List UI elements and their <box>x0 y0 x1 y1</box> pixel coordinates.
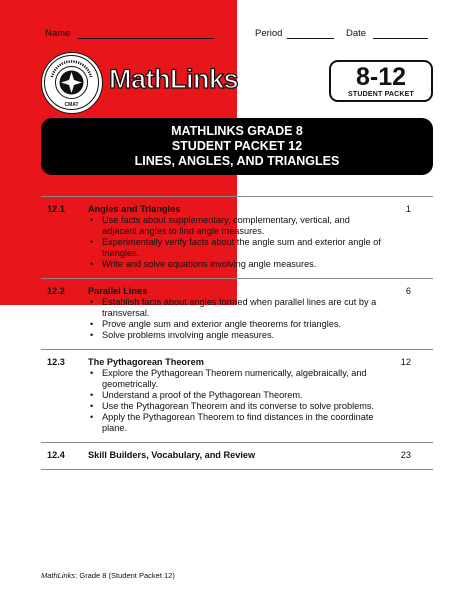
period-label: Period <box>255 28 283 39</box>
toc-row <box>41 350 433 443</box>
name-field-line[interactable] <box>78 38 214 39</box>
toc-section-title: Angles and Triangles <box>88 204 181 214</box>
toc-section-title: Skill Builders, Vocabulary, and Review <box>88 450 256 460</box>
toc-bullet: • Use the Pythagorean Theorem and its converse to solve problems. <box>88 401 384 412</box>
toc-bullet: • Explore the Pythagorean Theorem numerically, algebraically, and geometrically. <box>88 368 384 390</box>
mathlinks-logo: MathLinks <box>109 64 239 94</box>
name-label: Name <box>45 28 71 39</box>
packet-number: 8-12 <box>355 63 407 91</box>
title-line-1: MATHLINKS GRADE 8 <box>171 124 303 138</box>
toc-bullet: • Use facts about supplementary, complementary, vertical, and adjacent angles to find angle measures. <box>88 215 384 237</box>
toc-bullet: • Understand a proof of the Pythagorean Theorem. <box>88 390 384 401</box>
toc-section-number: 12.2 <box>47 286 65 296</box>
footer-brand: MathLinks <box>41 571 76 580</box>
title-banner <box>41 118 433 175</box>
cmat-seal-logo <box>41 52 103 114</box>
packet-label: STUDENT PACKET <box>347 91 415 98</box>
toc-page-number: 12 <box>400 357 411 367</box>
page-footer <box>41 571 175 580</box>
date-field-line[interactable] <box>373 38 428 39</box>
table-of-contents <box>41 196 433 470</box>
toc-row <box>41 443 433 470</box>
toc-section-title: The Pythagorean Theorem <box>88 357 204 367</box>
header-fields <box>0 28 474 44</box>
svg-text:CMAT: CMAT <box>64 102 79 108</box>
title-line-2: STUDENT PACKET 12 <box>171 139 303 153</box>
toc-bullet: • Experimentally verify facts about the angle sum and exterior angle of triangles. <box>88 237 384 259</box>
toc-row <box>41 197 433 279</box>
footer-text: : Grade 8 (Student Packet 12) <box>75 571 175 580</box>
toc-bullet: • Apply the Pythagorean Theorem to find distances in the coordinate plane. <box>88 412 384 434</box>
toc-section-number: 12.3 <box>47 357 65 367</box>
toc-section-title: Parallel Lines <box>88 286 148 296</box>
toc-bullet: • Write and solve equations involving angle measures. <box>88 259 384 270</box>
toc-page-number: 23 <box>400 450 411 460</box>
toc-page-number: 6 <box>405 286 411 296</box>
period-field-line[interactable] <box>287 38 334 39</box>
toc-section-number: 12.1 <box>47 204 65 214</box>
toc-row <box>41 279 433 350</box>
title-line-3: LINES, ANGLES, AND TRIANGLES <box>134 154 340 168</box>
toc-bullet: • Establish facts about angles formed when parallel lines are cut by a transversal. <box>88 297 384 319</box>
toc-page-number: 1 <box>405 204 411 214</box>
toc-section-number: 12.4 <box>47 450 65 460</box>
date-label: Date <box>346 28 367 39</box>
packet-badge <box>329 60 433 102</box>
toc-bullet: • Prove angle sum and exterior angle theorems for triangles. <box>88 319 384 330</box>
toc-bullet: • Solve problems involving angle measures. <box>88 330 384 341</box>
